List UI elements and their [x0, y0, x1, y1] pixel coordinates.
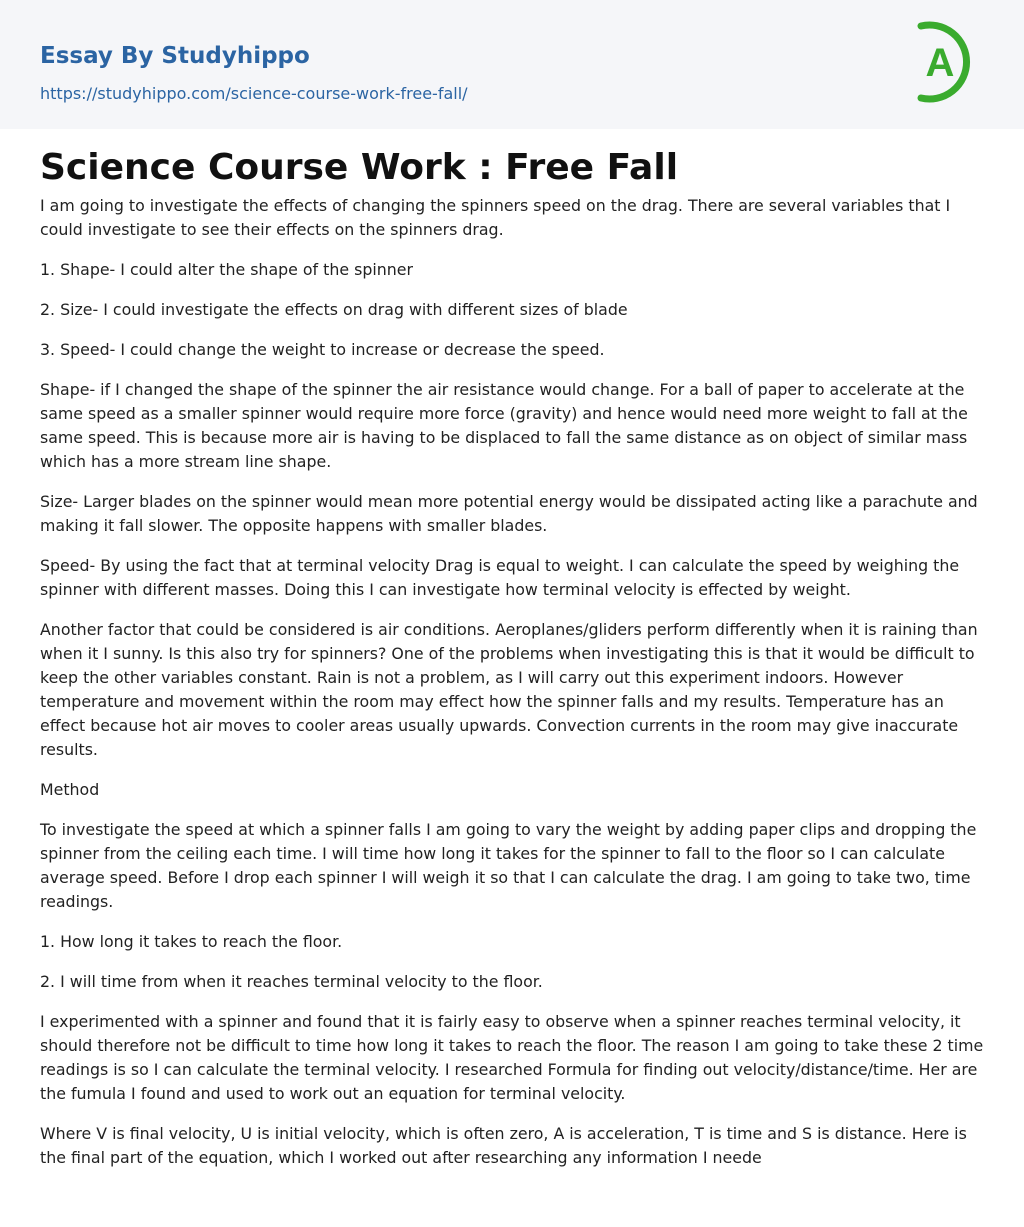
paragraph: Shape- if I changed the shape of the spinner the air resistance would change. For a ball of paper to accelerate at the same speed as a smaller spinner would require more force (gravity) and hence would need more weight to fall at the same speed. This is because more air is having to be displaced to fall the same distance as on object of similar mass which has a more stream line shape. [40, 380, 968, 471]
studyhippo-logo-icon[interactable] [912, 18, 988, 106]
list-item: 1. Shape- I could alter the shape of the spinner [40, 260, 413, 279]
section-heading: Method [40, 780, 100, 799]
logo-letter: A [925, 41, 955, 85]
paragraph: I experimented with a spinner and found that it is fairly easy to observe when a spinner reaches terminal velocity, it should therefore not be difficult to time how long it takes to reach the floor. The reason I am going to take these 2 time readings is so I can calculate the terminal velocity. I researched Formula for finding out velocity/distance/time. Her are the fumula I found and used to work out an equation for terminal velocity. [40, 1012, 984, 1103]
header-bar [0, 0, 1024, 129]
list-item: 2. Size- I could investigate the effects on drag with different sizes of blade [40, 300, 628, 319]
list-item: 3. Speed- I could change the weight to increase or decrease the speed. [40, 340, 605, 359]
essay-body [40, 194, 988, 1186]
paragraph: Where V is final velocity, U is initial velocity, which is often zero, A is acceleration, T is time and S is distance. Here is the final part of the equation, which I worked out after researching any information I neede [40, 1124, 967, 1167]
paragraph: Another factor that could be considered is air conditions. Aeroplanes/gliders perform differently when it is raining than when it I sunny. Is this also try for spinners? One of the problems when investigating this is that it would be difficult to keep the other variables constant. Rain is not a problem, as I will carry out this experiment indoors. However temperature and movement within the room may effect how the spinner falls and my results. Temperature has an effect because hot air moves to cooler areas usually upwards. Convection currents in the room may give inaccurate results. [40, 620, 978, 759]
source-url-link[interactable]: https://studyhippo.com/science-course-work-free-fall/ [40, 84, 468, 103]
list-item: 1. How long it takes to reach the floor. [40, 932, 343, 951]
list-item: 2. I will time from when it reaches terminal velocity to the floor. [40, 972, 543, 991]
paragraph: To investigate the speed at which a spinner falls I am going to vary the weight by adding paper clips and dropping the spinner from the ceiling each time. I will time how long it takes for the spinner to fall to the floor so I can calculate average speed. Before I drop each spinner I will weigh it so that I can calculate the drag. I am going to take two, time readings. [40, 820, 977, 911]
paragraph: Speed- By using the fact that at terminal velocity Drag is equal to weight. I can calculate the speed by weighing the spinner with different masses. Doing this I can investigate how terminal velocity is effected by weight. [40, 556, 960, 599]
brand-title: Essay By Studyhippo [40, 43, 310, 69]
document-title: Science Course Work : Free Fall [40, 147, 679, 188]
paragraph: Size- Larger blades on the spinner would mean more potential energy would be dissipated acting like a parachute and making it fall slower. The opposite happens with smaller blades. [40, 492, 978, 535]
paragraph: I am going to investigate the effects of changing the spinners speed on the drag. There are several variables that I could investigate to see their effects on the spinners drag. [40, 196, 951, 239]
